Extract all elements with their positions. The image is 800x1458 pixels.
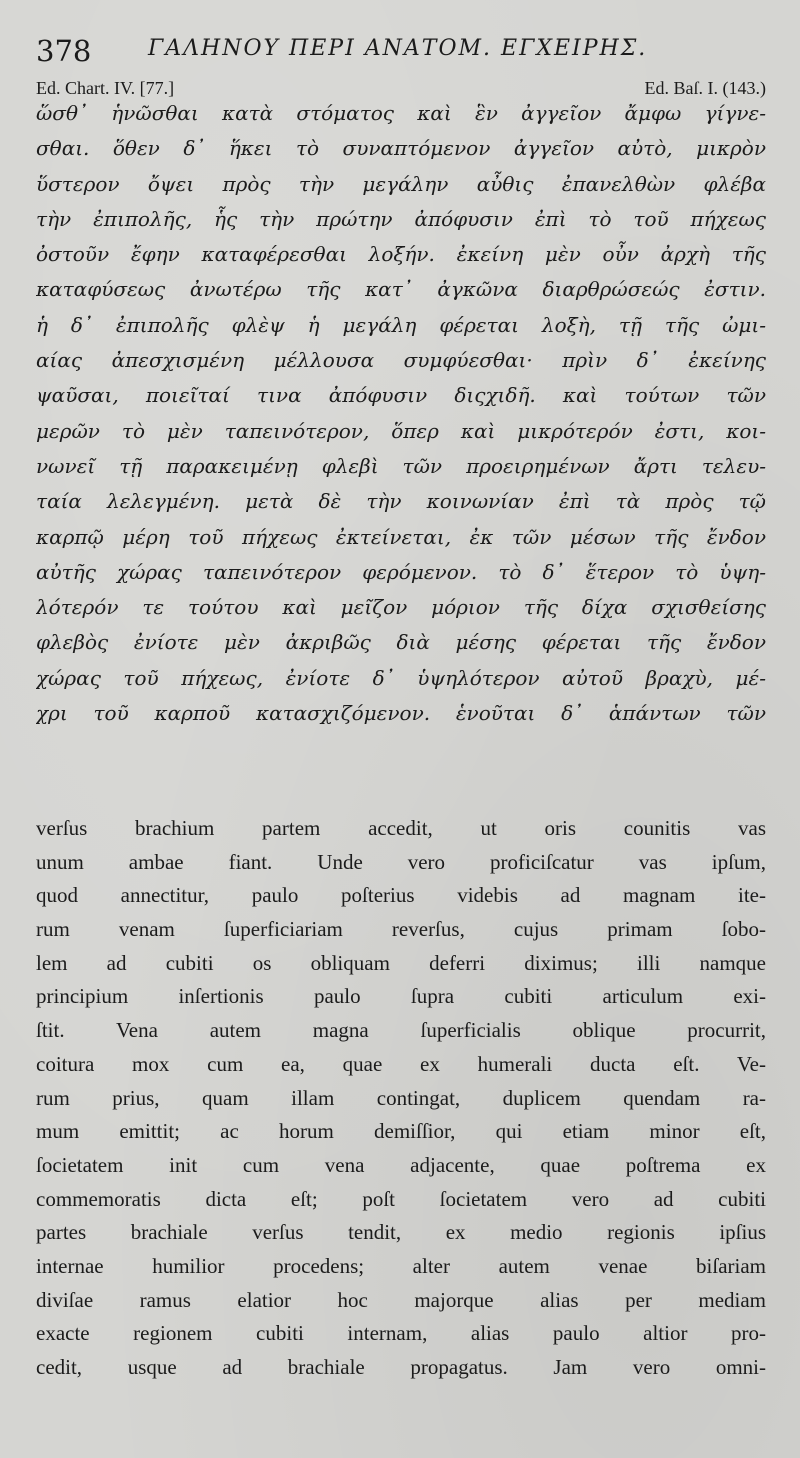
latin-text-line: ſocietatem init cum vena adjacente, quae poſtrema ex (36, 1152, 766, 1177)
greek-text-line: ταία λελεγμένη. μετὰ δὲ τὴν κοινωνίαν ἐπὶ τὰ πρὸς τῷ (36, 489, 766, 514)
latin-text-line: principium inſertionis paulo ſupra cubiti articulum exi- (36, 984, 766, 1009)
latin-text-line: rum prius, quam illam contingat, duplicem quendam ra- (36, 1085, 766, 1110)
latin-text-line: internae humilior procedens; alter autem venae biſariam (36, 1253, 766, 1278)
latin-text-line: mum emittit; ac horum demiſſior, qui etiam minor eſt, (36, 1119, 766, 1144)
latin-text-line: coitura mox cum ea, quae ex humerali ducta eſt. Ve- (36, 1051, 766, 1076)
greek-text-line: ὥσθ᾽ ἡνῶσθαι κατὰ στόματος καὶ ἓν ἀγγεῖον ἄμφω γίγνε- (36, 101, 766, 125)
greek-text-line: ψαῦσαι, ποιεῖταί τινα ἀπόφυσιν διςχιδῆ. καὶ τούτων τῶν (36, 383, 766, 408)
latin-text-line: commemoratis dicta eſt; poſt ſocietatem vero ad cubiti (36, 1186, 766, 1211)
greek-text-line: ἡ δ᾽ ἐπιπολῆς φλὲψ ἡ μεγάλη φέρεται λοξὴ, τῇ τῆς ὠμι- (36, 312, 766, 337)
latin-text-line: diviſae ramus elatior hoc majorque alias per mediam (36, 1287, 766, 1312)
greek-text-line: καταφύσεως ἀνωτέρω τῆς κατ᾽ ἀγκῶνα διαρθρώσεώς ἐστιν. (36, 277, 766, 302)
greek-text-line: ὀστοῦν ἔφην καταφέρεσθαι λοξήν. ἐκείνη μὲν οὖν ἀρχὴ τῆς (36, 242, 766, 267)
greek-text-block (36, 96, 766, 731)
greek-text-line: καρπῷ μέρη τοῦ πήχεως ἐκτείνεται, ἐκ τῶν μέσων τῆς ἔνδον (36, 524, 766, 549)
running-title: ΓΑΛΗΝΟΥ ΠΕΡΙ ΑΝΑΤΟΜ. ΕΓΧΕΙΡΗΣ. (148, 36, 648, 61)
latin-text-block (36, 812, 766, 1385)
edition-basel-reference: Ed. Baſ. I. (143.) (644, 78, 766, 98)
latin-text-line: rum venam ſuperficiariam reverſus, cujus primam ſobo- (36, 917, 766, 942)
greek-text-line: ὕστερον ὄψει πρὸς τὴν μεγάλην αὖθις ἐπανελθὼν φλέβα (36, 171, 766, 196)
greek-text-line: σθαι. ὅθεν δ᾽ ἥκει τὸ συναπτόμενον ἀγγεῖον αὐτὸ, μικρὸν (36, 136, 766, 161)
page-number: 378 (36, 34, 92, 68)
latin-text-line: cedit, usque ad brachiale propagatus. Jam vero omni- (36, 1355, 766, 1379)
latin-text-line: verſus brachium partem accedit, ut oris counitis vas (36, 816, 766, 840)
greek-text-line: λότερόν τε τούτου καὶ μεῖζον μόριον τῆς δίχα σχισθείσης (36, 595, 766, 620)
greek-text-line: χώρας τοῦ πήχεως, ἐνίοτε δ᾽ ὑψηλότερον αὐτοῦ βραχὺ, μέ- (36, 665, 766, 690)
latin-text-line: lem ad cubiti os obliquam deferri diximus; illi namque (36, 950, 766, 975)
latin-text-line: partes brachiale verſus tendit, ex medio regionis ipſius (36, 1220, 766, 1245)
running-head (36, 30, 766, 70)
latin-text-line: exacte regionem cubiti internam, alias paulo altior pro- (36, 1321, 766, 1346)
greek-text-line: αίας ἀπεσχισμένη μέλλουσα συμφύεσθαι· πρὶν δ᾽ ἐκείνης (36, 348, 766, 373)
latin-text-line: quod annectitur, paulo poſterius videbis ad magnam ite- (36, 883, 766, 908)
latin-text-line: ſtit. Vena autem magna ſuperficialis oblique procurrit, (36, 1018, 766, 1043)
greek-text-line: χρι τοῦ καρποῦ κατασχιζόμενον. ἑνοῦται δ᾽ ἁπάντων τῶν (36, 701, 766, 726)
latin-text-line: unum ambae fiant. Unde vero proficiſcatur vas ipſum, (36, 849, 766, 874)
greek-text-line: νωνεῖ τῇ παρακειμένῃ φλεβὶ τῶν προειρημένων ἄρτι τελευ- (36, 453, 766, 478)
greek-text-line: μερῶν τὸ μὲν ταπεινότερον, ὅπερ καὶ μικρότερόν ἐστι, κοι- (36, 418, 766, 443)
edition-chart-reference: Ed. Chart. IV. [77.] (36, 78, 175, 98)
greek-text-line: αὐτῆς χώρας ταπεινότερον φερόμενον. τὸ δ᾽ ἕτερον τὸ ὑψη- (36, 559, 766, 584)
greek-text-line: φλεβὸς ἐνίοτε μὲν ἀκριβῶς διὰ μέσης φέρεται τῆς ἔνδον (36, 630, 766, 655)
greek-text-line: τὴν ἐπιπολῆς, ἧς τὴν πρώτην ἀπόφυσιν ἐπὶ τὸ τοῦ πήχεως (36, 206, 766, 231)
